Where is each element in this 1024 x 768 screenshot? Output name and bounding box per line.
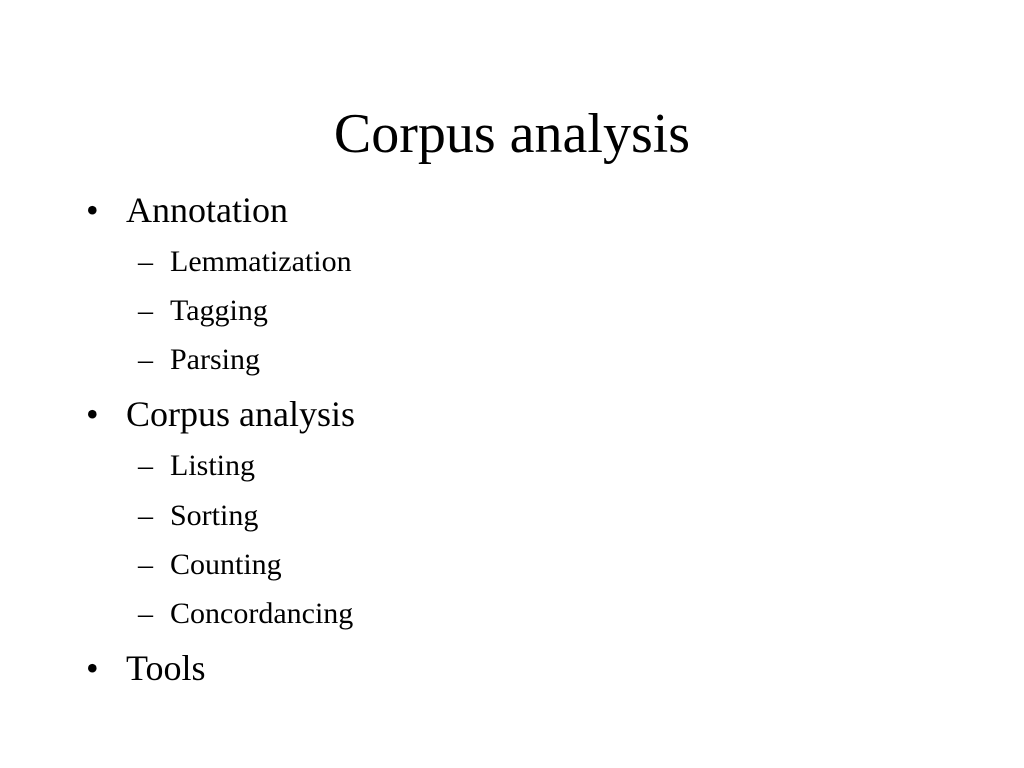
sub-item-tagging xyxy=(138,293,268,329)
bullet-icon: • xyxy=(86,648,99,688)
bullet-item-tools xyxy=(86,646,206,690)
sub-item-sorting xyxy=(138,498,258,534)
bullet-icon: • xyxy=(86,190,99,230)
bullet-label: Corpus analysis xyxy=(126,394,355,434)
bullet-label: Annotation xyxy=(126,190,288,230)
sub-item-label: Tagging xyxy=(170,294,268,327)
bullet-icon: • xyxy=(86,394,99,434)
sub-item-lemmatization xyxy=(138,244,352,280)
dash-icon: – xyxy=(138,245,153,278)
slide-title: Corpus analysis xyxy=(333,103,691,165)
dash-icon: – xyxy=(138,499,153,532)
sub-item-label: Concordancing xyxy=(170,597,354,630)
sub-item-label: Sorting xyxy=(170,499,259,532)
dash-icon: – xyxy=(138,343,153,376)
sub-item-label: Listing xyxy=(170,449,256,482)
dash-icon: – xyxy=(138,597,153,630)
bullet-item-annotation xyxy=(86,188,288,232)
sub-item-counting xyxy=(138,547,282,583)
sub-item-label: Parsing xyxy=(170,343,260,376)
sub-item-label: Counting xyxy=(170,548,282,581)
dash-icon: – xyxy=(138,294,153,327)
sub-item-concordancing xyxy=(138,596,353,632)
dash-icon: – xyxy=(138,548,153,581)
sub-item-label: Lemmatization xyxy=(170,245,352,278)
sub-item-listing xyxy=(138,448,255,484)
dash-icon: – xyxy=(138,449,153,482)
bullet-label: Tools xyxy=(126,648,206,688)
bullet-item-corpus-analysis xyxy=(86,392,355,436)
sub-item-parsing xyxy=(138,342,260,378)
